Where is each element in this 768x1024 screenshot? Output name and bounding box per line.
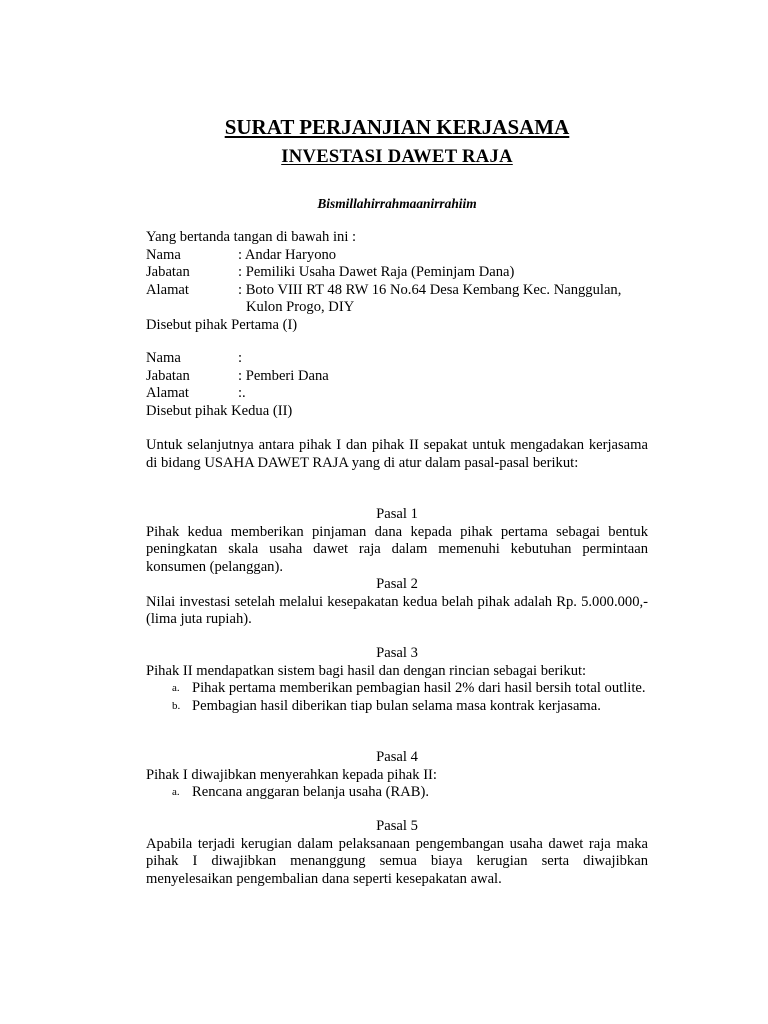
party-1-alamat-row [146,282,648,300]
document-subtitle: INVESTASI DAWET RAJA [281,146,513,167]
pasal-heading: Pasal 4 [376,749,418,765]
field-label: Jabatan [146,367,190,384]
pasal-heading: Pasal 5 [376,818,418,834]
party-2-jabatan-row [146,368,648,386]
field-label: Jabatan [146,264,190,281]
field-value: : [238,350,243,366]
party-2-alamat-row [146,385,648,403]
field-value: :. [238,385,246,402]
list-item [146,680,648,698]
pasal-2-section [146,576,648,629]
field-label: Nama [146,246,181,263]
list-marker: a. [172,682,180,695]
list-item-text: Pembagian hasil diberikan tiap bulan selama masa kontrak kerjasama. [192,697,601,714]
list-marker: a. [172,786,180,799]
pasal-text: Pihak I diwajibkan menyerahkan kepada pihak II: [146,766,437,783]
field-value: : Boto VIII RT 48 RW 16 No.64 Desa Kembang Kec. Nanggulan, [238,281,622,298]
intro-line: Yang bertanda tangan di bawah ini : [146,229,357,245]
party-2-nama-row [146,350,648,368]
list-item [146,698,648,716]
list-marker: b. [172,699,181,712]
document-title: SURAT PERJANJIAN KERJASAMA [224,115,570,139]
party-1-block [146,229,648,335]
field-label: Nama [146,350,181,366]
party-1-jabatan-row [146,264,648,282]
party-1-nama-row [146,247,648,265]
pasal-text: Pihak II mendapatkan sistem bagi hasil dan dengan rincian sebagai berikut: [146,662,587,679]
pasal-3-section [146,645,648,715]
basmala-line: Bismillahirrahmaanirrahiim [317,196,477,211]
pasal-heading: Pasal 2 [376,576,418,592]
pasal-text: Apabila terjadi kerugian dalam pelaksanaan pengembangan usaha dawet raja maka pihak I diwajibkan menanggung semua biaya kerugian serta diwajibkan menyelesaikan pengembalian dana seperti kesepakatan awal. [146,835,648,887]
list-item-text: Pihak pertama memberikan pembagian hasil 2% dari hasil bersih total outlite. [192,680,646,697]
list-item [146,784,648,802]
pasal-5-section [146,818,648,888]
pasal-heading: Pasal 3 [376,645,418,661]
pasal-text: Pihak kedua memberikan pinjaman dana kepada pihak pertama sebagai bentuk peningkatan skala usaha dawet raja dalam memenuhi kebutuhan permintaan konsumen (pelanggan). [146,523,648,575]
field-value: : Pemberi Dana [238,367,329,384]
field-label: Alamat [146,385,189,402]
field-value: : Andar Haryono [238,246,337,263]
field-label: Alamat [146,281,189,298]
list-item-text: Rencana anggaran belanja usaha (RAB). [192,784,430,801]
pasal-4-section [146,749,648,802]
party-1-designation: Disebut pihak Pertama (I) [146,316,298,333]
field-value: : Pemiliki Usaha Dawet Raja (Peminjam Dana) [238,264,515,281]
party-1-alamat-continuation: Kulon Progo, DIY [246,299,355,316]
pasal-text: Nilai investasi setelah melalui kesepakatan kedua belah pihak adalah Rp. 5.000.000,- (lima juta rupiah). [146,593,648,628]
agreement-intro: Untuk selanjutnya antara pihak I dan pihak II sepakat untuk mengadakan kerjasama di bidang USAHA DAWET RAJA yang di atur dalam pasal-pasal berikut: [146,437,648,471]
pasal-heading: Pasal 1 [376,506,418,522]
party-2-block [146,350,648,420]
party-2-designation: Disebut pihak Kedua (II) [146,402,293,419]
pasal-1-section [146,506,648,576]
